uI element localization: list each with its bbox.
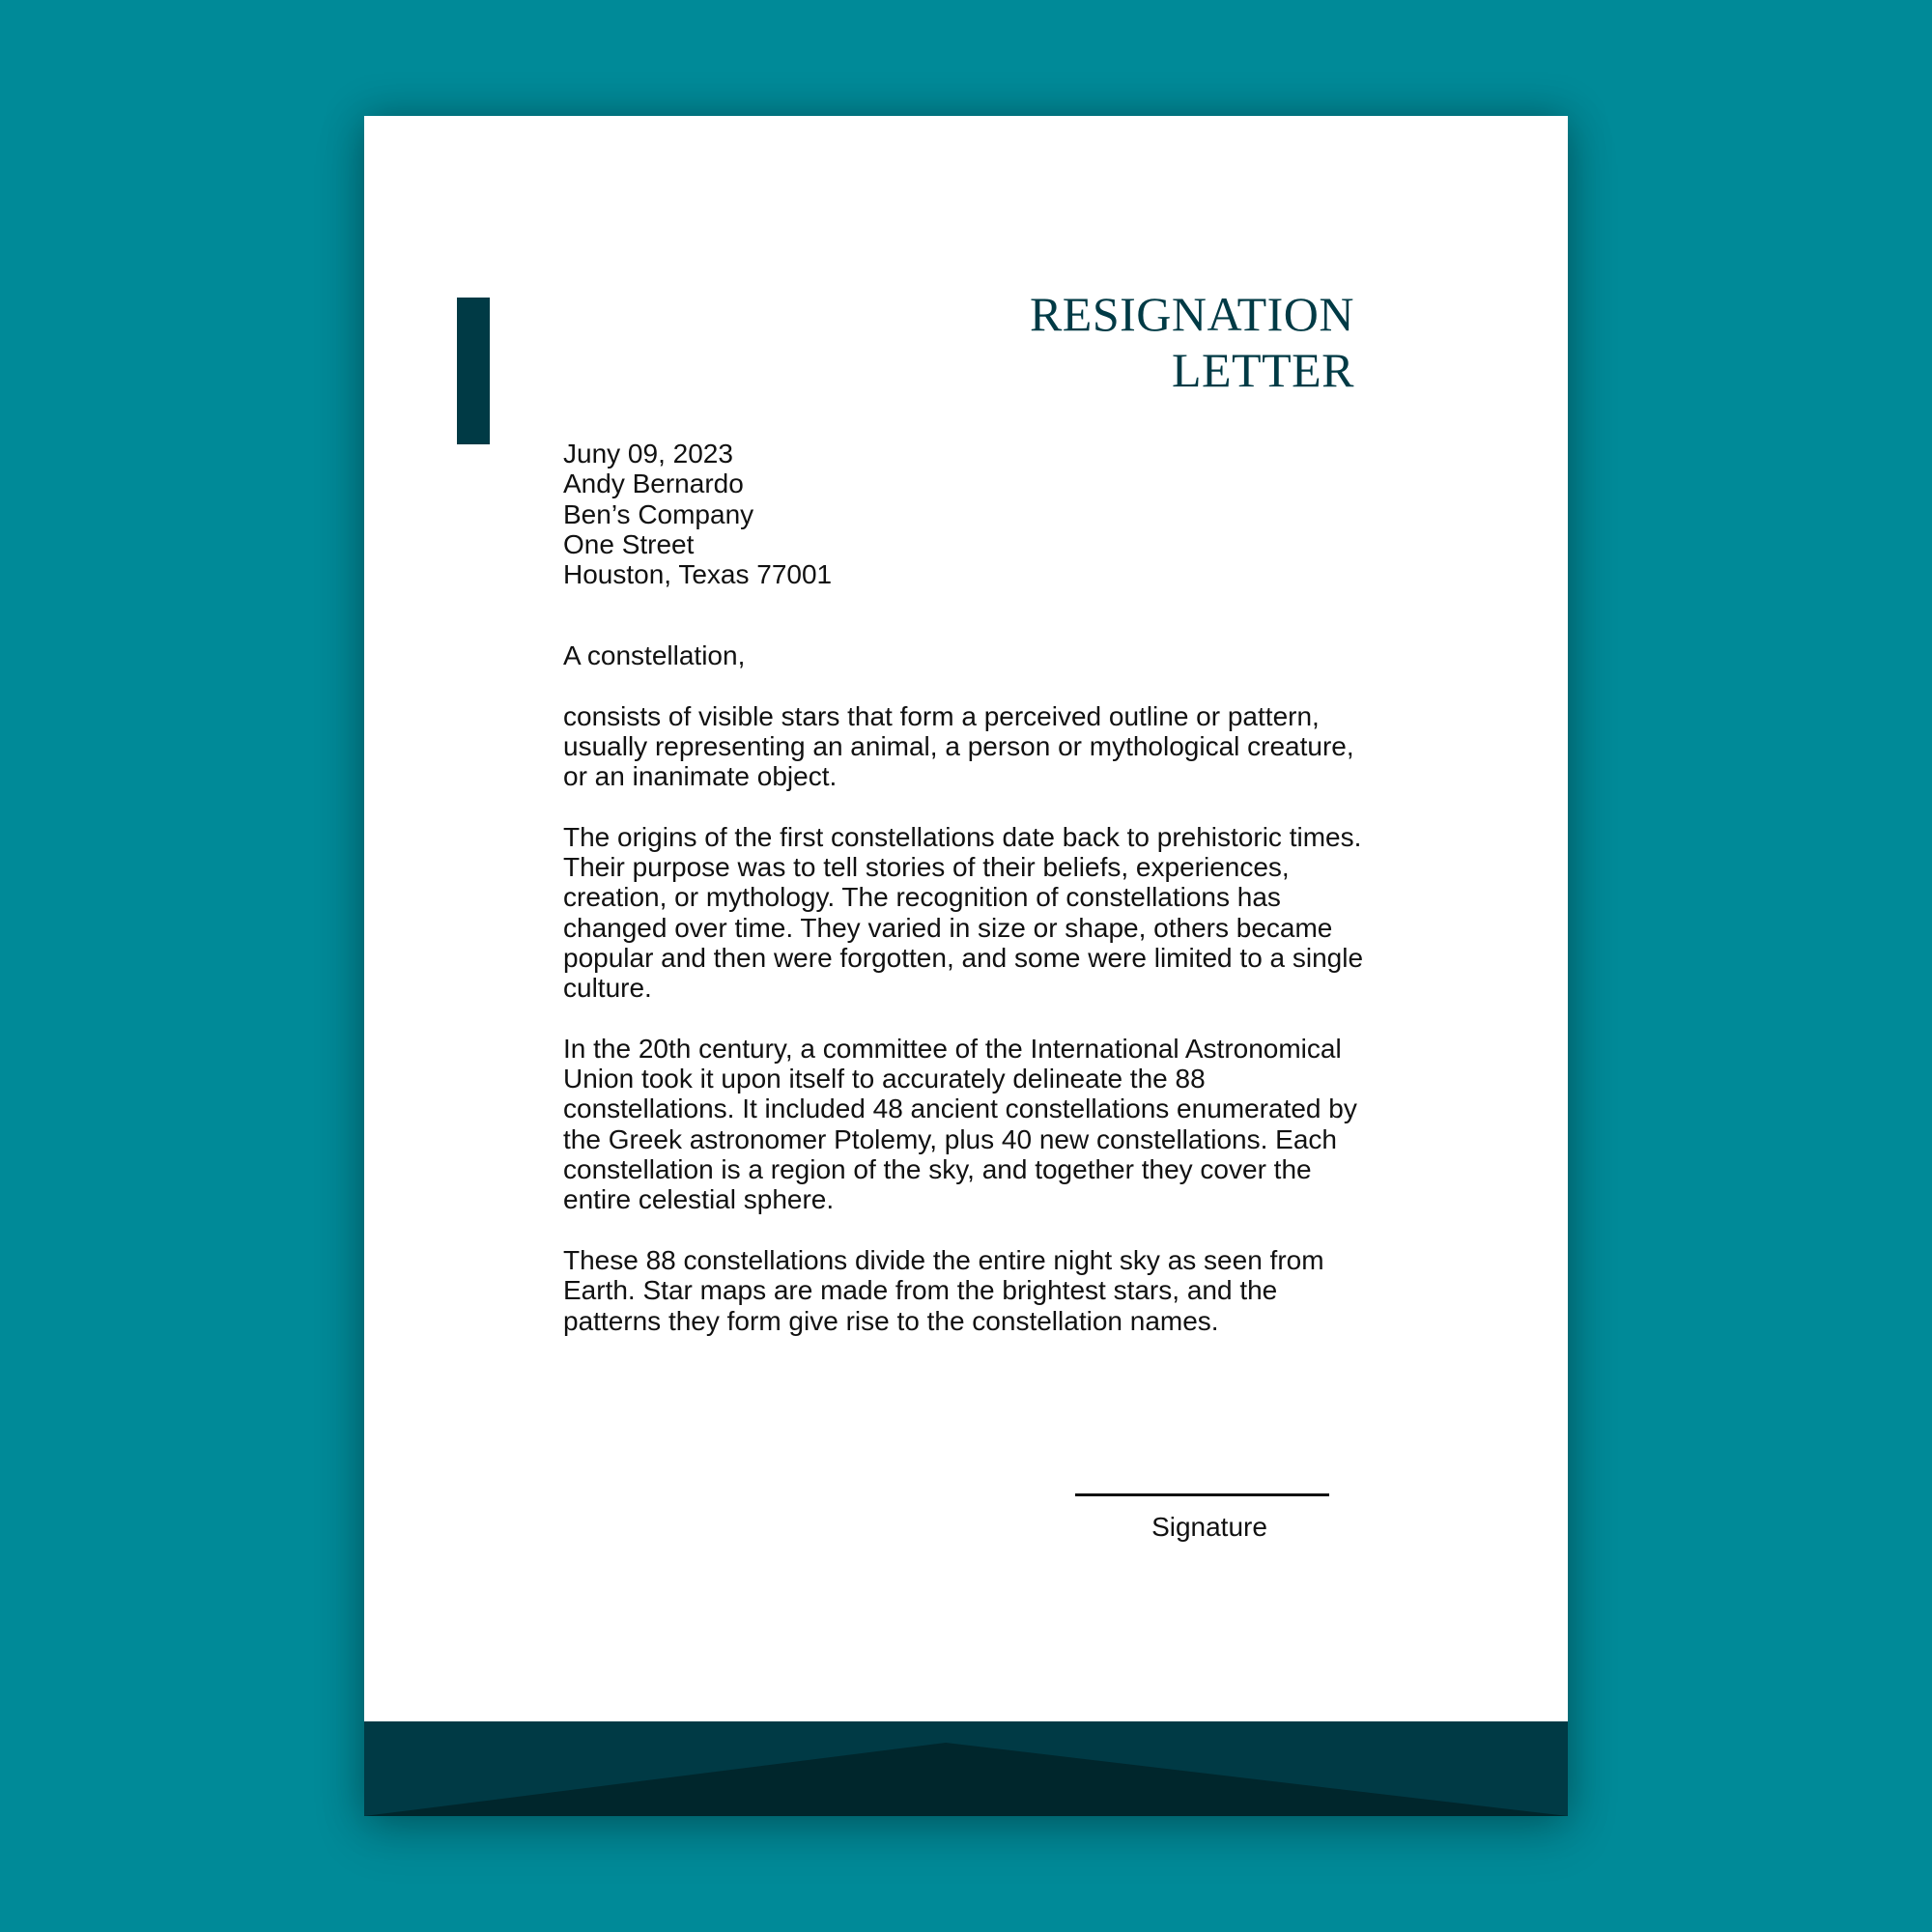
footer-band xyxy=(364,1721,1568,1816)
city-state-zip: Houston, Texas 77001 xyxy=(563,559,833,590)
paragraph-1: consists of visible stars that form a perceived outline or pattern, usually representing an animal, a person or mythological creature, or an inanimate object. xyxy=(563,700,1354,792)
letter-body xyxy=(563,640,1375,1366)
letter-date: Juny 09, 2023 xyxy=(563,439,733,469)
letter-page xyxy=(364,116,1568,1816)
salutation: A constellation, xyxy=(563,640,746,670)
title-line-2: LETTER xyxy=(1171,343,1354,397)
street-address: One Street xyxy=(563,528,695,559)
signature-line xyxy=(1075,1493,1329,1496)
paragraph-2: The origins of the first constellations date back to prehistoric times. Their purpose was to tell stories of their beliefs, experiences, creation, or mythology. The recognition of constellations has changed over time. They varied in size or shape, others became popular and then were forgotten, and some were limited to a single culture. xyxy=(563,821,1364,1004)
signature-label: Signature xyxy=(1151,1512,1267,1542)
page-title xyxy=(1030,286,1354,398)
recipient-name: Andy Bernardo xyxy=(563,469,744,499)
paragraph-3: In the 20th century, a committee of the International Astronomical Union took it upon itself to accurately delineate the 88 constellations. It included 48 ancient constellations enumerated by the Greek astronomer Ptolemy, plus 40 new constellations. Each constellation is a region of the sky, and together they cover the entire celestial sphere. xyxy=(563,1033,1357,1215)
title-line-1: RESIGNATION xyxy=(1029,287,1354,341)
accent-bar xyxy=(457,298,490,444)
company-name: Ben’s Company xyxy=(563,498,754,529)
address-block xyxy=(563,439,832,589)
paragraph-4: These 88 constellations divide the entire night sky as seen from Earth. Star maps are made from the brightest stars, and the patterns they form give rise to the constellation names. xyxy=(563,1244,1324,1336)
